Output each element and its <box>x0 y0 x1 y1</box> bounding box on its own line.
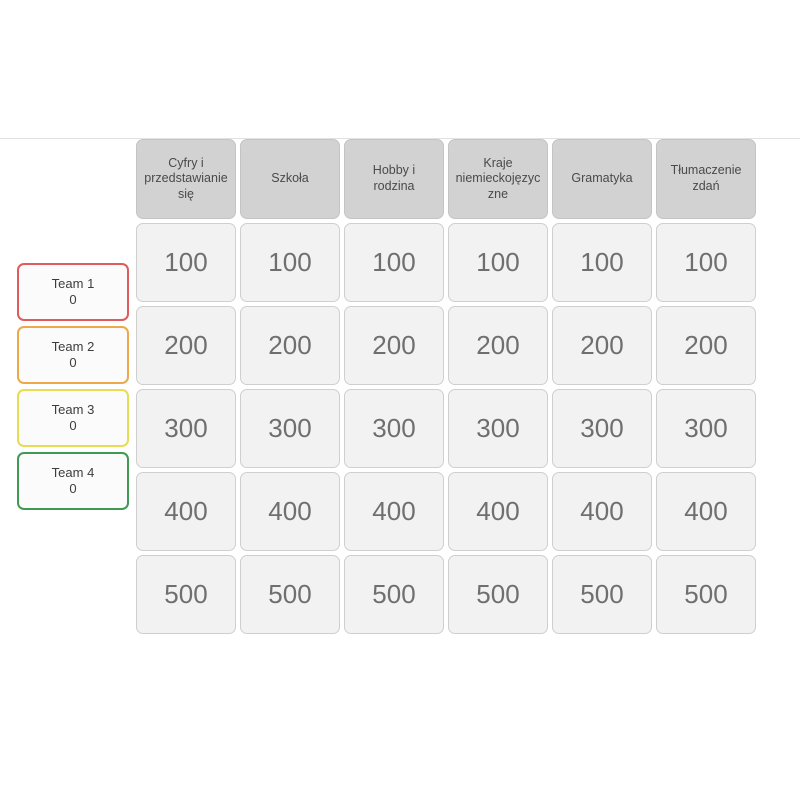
value-tile[interactable]: 500 <box>656 555 756 634</box>
value-tile[interactable]: 500 <box>448 555 548 634</box>
value-row <box>136 555 784 638</box>
team-card[interactable] <box>17 326 129 384</box>
team-name: Team 4 <box>51 464 95 480</box>
value-tile[interactable]: 400 <box>136 472 236 551</box>
teams-panel <box>17 263 129 515</box>
value-tile[interactable]: 200 <box>552 306 652 385</box>
value-tile[interactable]: 100 <box>448 223 548 302</box>
value-tile[interactable]: 400 <box>344 472 444 551</box>
value-tile[interactable]: 200 <box>448 306 548 385</box>
value-tile[interactable]: 500 <box>344 555 444 634</box>
value-tile[interactable]: 500 <box>240 555 340 634</box>
value-tile[interactable]: 300 <box>448 389 548 468</box>
value-tile[interactable]: 400 <box>552 472 652 551</box>
value-row <box>136 389 784 472</box>
value-tile[interactable]: 200 <box>136 306 236 385</box>
team-card[interactable] <box>17 389 129 447</box>
value-tile[interactable]: 300 <box>136 389 236 468</box>
value-tile[interactable]: 400 <box>240 472 340 551</box>
value-tile[interactable]: 200 <box>240 306 340 385</box>
value-row <box>136 223 784 306</box>
value-tile[interactable]: 200 <box>344 306 444 385</box>
category-value-grid <box>136 139 784 638</box>
team-name: Team 2 <box>51 338 95 354</box>
value-row <box>136 306 784 389</box>
category-header: Hobby i rodzina <box>344 139 444 219</box>
value-tile[interactable]: 200 <box>656 306 756 385</box>
value-tile[interactable]: 500 <box>552 555 652 634</box>
value-tile[interactable]: 400 <box>656 472 756 551</box>
value-tile[interactable]: 100 <box>136 223 236 302</box>
team-score: 0 <box>69 481 77 496</box>
value-tile[interactable]: 100 <box>656 223 756 302</box>
category-header: Kraje niemieckojęzyczne <box>448 139 548 219</box>
team-name: Team 1 <box>51 275 95 291</box>
value-tile[interactable]: 100 <box>344 223 444 302</box>
team-card[interactable] <box>17 452 129 510</box>
value-row <box>136 472 784 555</box>
value-tile[interactable]: 100 <box>240 223 340 302</box>
category-header: Cyfry i przedstawianie się <box>136 139 236 219</box>
team-name: Team 3 <box>51 401 95 417</box>
value-tile[interactable]: 500 <box>136 555 236 634</box>
team-score: 0 <box>69 418 77 433</box>
value-tile[interactable]: 300 <box>344 389 444 468</box>
team-score: 0 <box>69 292 77 307</box>
value-tile[interactable]: 400 <box>448 472 548 551</box>
team-score: 0 <box>69 355 77 370</box>
category-header: Gramatyka <box>552 139 652 219</box>
team-card[interactable] <box>17 263 129 321</box>
value-tile[interactable]: 100 <box>552 223 652 302</box>
category-header: Tłumaczenie zdań <box>656 139 756 219</box>
category-header-row <box>136 139 784 223</box>
value-tile[interactable]: 300 <box>656 389 756 468</box>
category-header: Szkoła <box>240 139 340 219</box>
value-tile[interactable]: 300 <box>240 389 340 468</box>
value-tile[interactable]: 300 <box>552 389 652 468</box>
